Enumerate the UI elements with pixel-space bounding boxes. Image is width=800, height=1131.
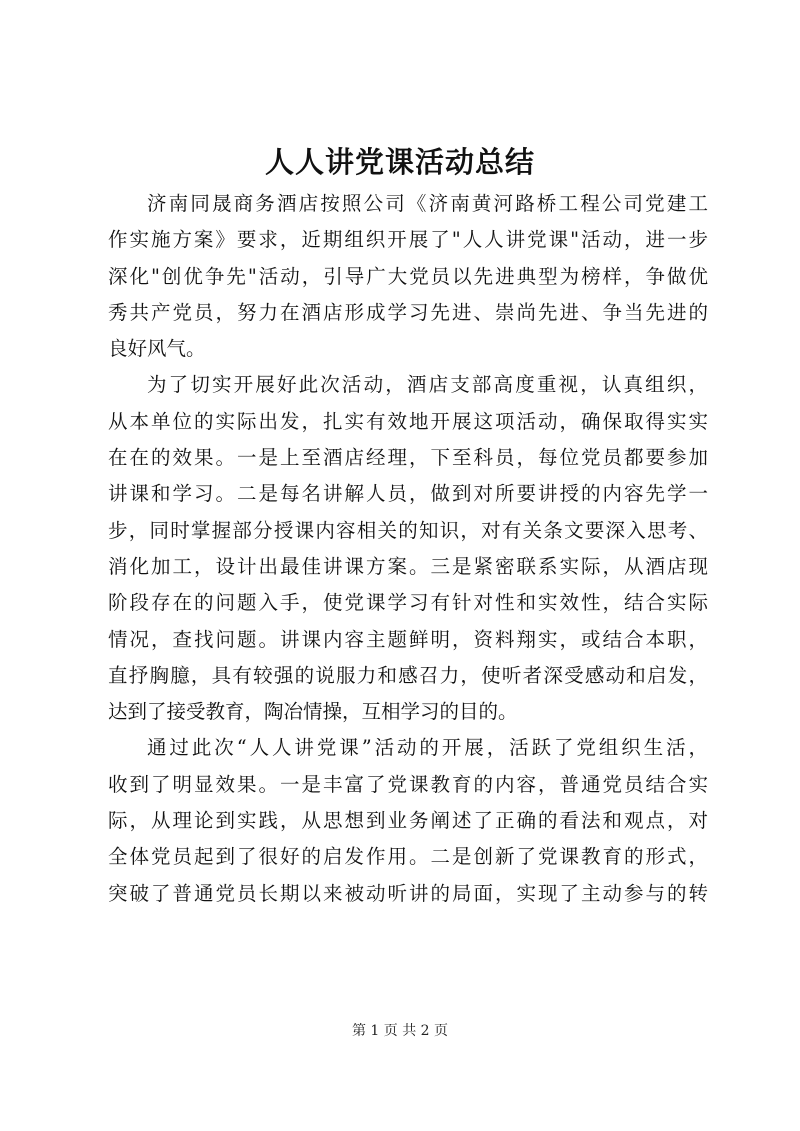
text-line: 达到了接受教育，陶冶情操，互相学习的目的。 (108, 700, 518, 724)
text-line: 阶段存在的问题入手，使党课学习有针对性和实效性，结合实际 (108, 591, 708, 615)
text-line: 消化加工，设计出最佳讲课方案。三是紧密联系实际，从酒店现 (108, 554, 708, 578)
page-footer: 第 1 页 共 2 页 (351, 1023, 449, 1039)
text-line: 在在的效果。一是上至酒店经理，下至科员，每位党员都要参加 (108, 446, 708, 470)
text-line: 为了切实开展好此次活动，酒店支部高度重视，认真组织， (147, 373, 708, 397)
text-line: 际，从理论到实践，从思想到业务阐述了正确的看法和观点，对 (108, 809, 708, 833)
page-title: 人人讲党课活动总结 (264, 145, 535, 179)
text-line: 济南同晟商务酒店按照公司《济南黄河路桥工程公司党建工 (147, 192, 708, 215)
text-line: 全体党员起到了很好的启发作用。二是创新了党课教育的形式， (108, 845, 708, 869)
text-line: 步，同时掌握部分授课内容相关的知识，对有关条文要深入思考、 (108, 518, 708, 542)
text-line: 情况，查找问题。讲课内容主题鲜明，资料翔实，或结合本职， (108, 627, 708, 651)
text-line: 收到了明显效果。一是丰富了党课教育的内容，普通党员结合实 (108, 772, 708, 796)
text-line: 良好风气。 (108, 337, 206, 361)
text-line: 作实施方案》要求，近期组织开展了"人人讲党课"活动，进一步 (108, 228, 708, 252)
text-line: 突破了普通党员长期以来被动听讲的局面，实现了主动参与的转 (108, 881, 708, 905)
text-line: 从本单位的实际出发，扎实有效地开展这项活动，确保取得实实 (108, 409, 708, 433)
text-line: 深化"创优争先"活动，引导广大党员以先进典型为榜样，争做优 (108, 264, 708, 288)
text-line: 秀共产党员，努力在酒店形成学习先进、崇尚先进、争当先进的 (108, 300, 708, 324)
text-line: 讲课和学习。二是每名讲解人员，做到对所要讲授的内容先学一 (108, 482, 708, 506)
text-line: 直抒胸臆，具有较强的说服力和感召力，使听者深受感动和启发， (108, 663, 708, 687)
paragraph-3 (108, 730, 708, 911)
paragraph-2 (108, 367, 708, 730)
text-line: 通过此次“人人讲党课”活动的开展，活跃了党组织生活， (147, 736, 708, 760)
paragraph-1 (108, 186, 708, 367)
document-body (108, 186, 708, 912)
